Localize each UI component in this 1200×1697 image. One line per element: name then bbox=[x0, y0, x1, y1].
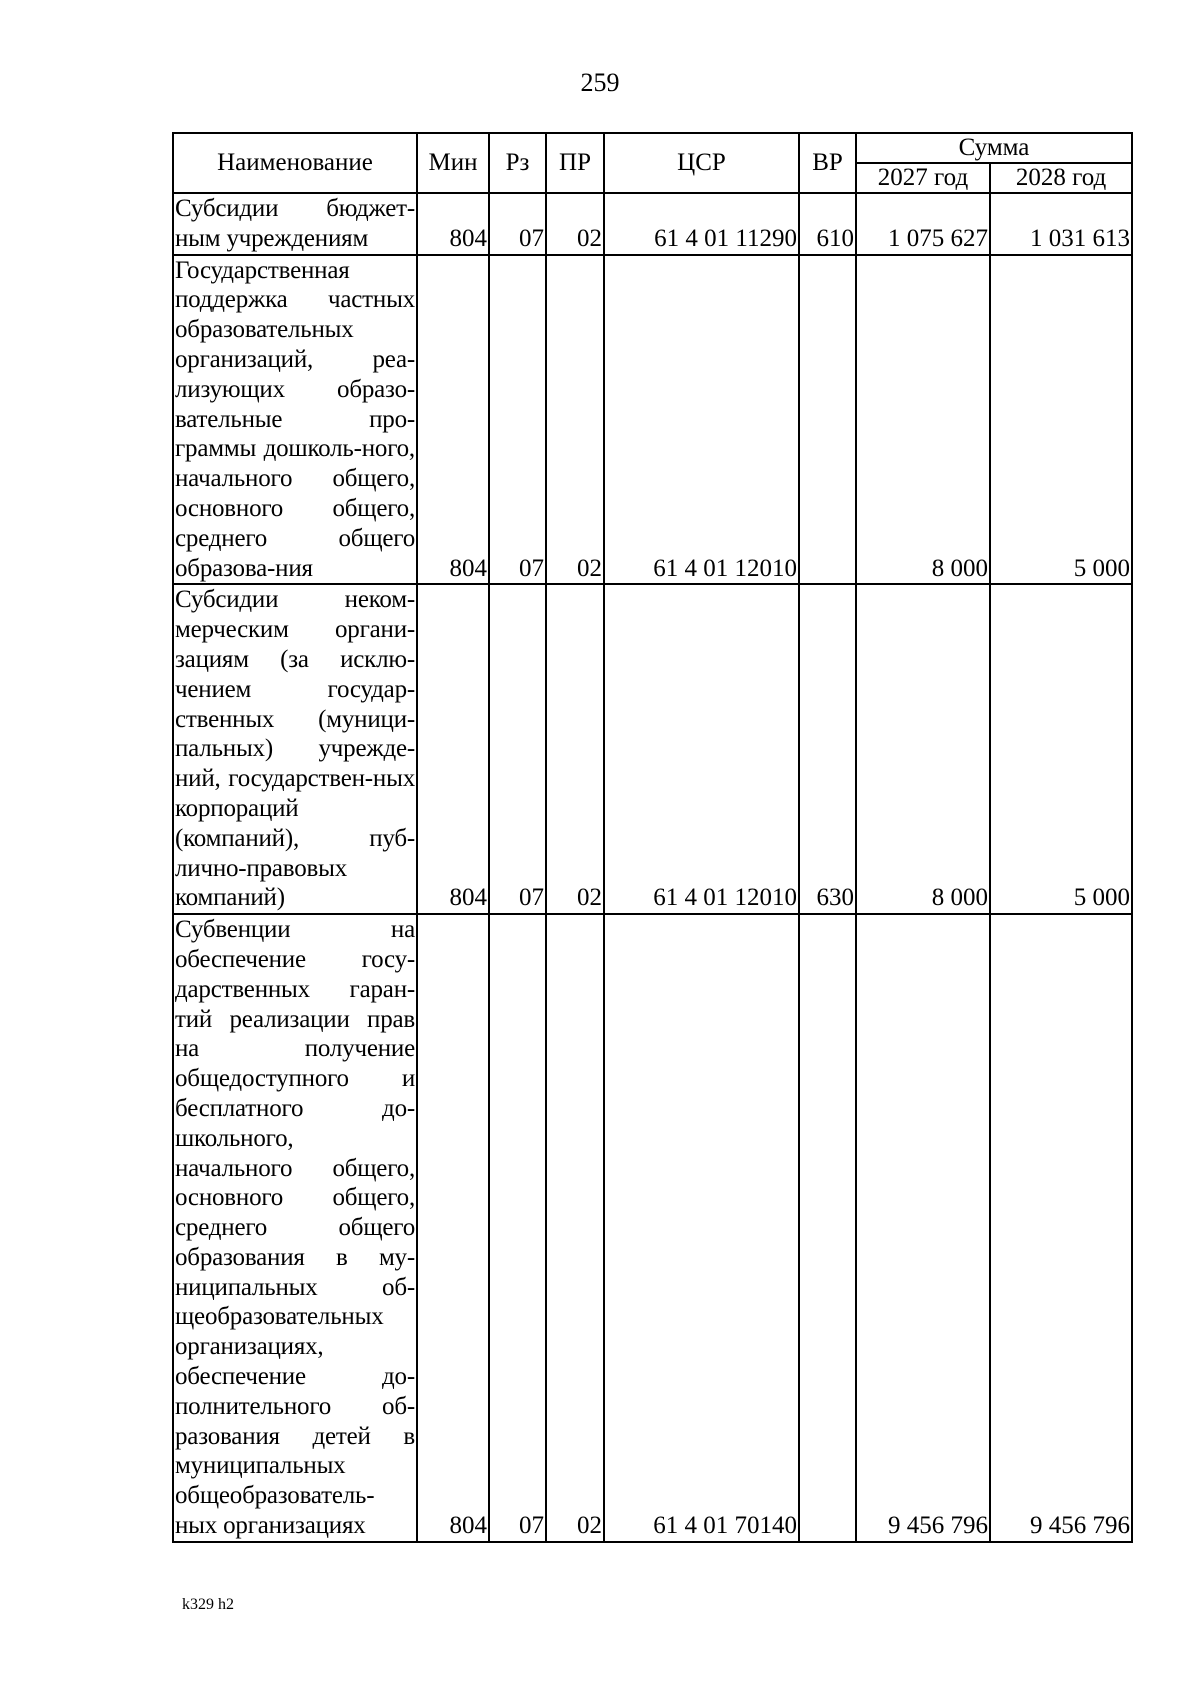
row-rz: 07 bbox=[489, 584, 546, 914]
row-name: Субвенции на обеспечение госу-дарственных гаран-тий реализации прав на получение общедоступного и бесплатного до-школьного, начального общего, основного общего, среднего общего образования в му-ниципальных об-щеобразовательных организациях, обеспечение до-полнительного об-разования детей в муниципальных общеобразователь-ных организациях bbox=[173, 914, 417, 1542]
row-csr: 61 4 01 12010 bbox=[604, 255, 799, 585]
header-vr: ВР bbox=[799, 133, 856, 193]
row-pr: 02 bbox=[546, 584, 604, 914]
row-2028: 5 000 bbox=[990, 255, 1132, 585]
row-pr: 02 bbox=[546, 255, 604, 585]
table-row bbox=[173, 193, 1132, 255]
row-vr bbox=[799, 255, 856, 585]
row-2028: 5 000 bbox=[990, 584, 1132, 914]
row-rz: 07 bbox=[489, 193, 546, 255]
row-min: 804 bbox=[417, 914, 489, 1542]
document-code: k329 h2 bbox=[182, 1596, 234, 1613]
row-name: Субсидии бюджет-ным учреждениям bbox=[173, 193, 417, 255]
table-row bbox=[173, 914, 1132, 1542]
table-row bbox=[173, 584, 1132, 914]
row-vr: 630 bbox=[799, 584, 856, 914]
row-rz: 07 bbox=[489, 914, 546, 1542]
header-min: Мин bbox=[417, 133, 489, 193]
row-min: 804 bbox=[417, 584, 489, 914]
row-pr: 02 bbox=[546, 193, 604, 255]
table-row bbox=[173, 255, 1132, 585]
header-sum: Сумма bbox=[856, 133, 1132, 163]
header-csr: ЦСР bbox=[604, 133, 799, 193]
row-2027: 9 456 796 bbox=[856, 914, 990, 1542]
header-name: Наименование bbox=[173, 133, 417, 193]
header-2027: 2027 год bbox=[856, 163, 990, 193]
row-name: Государственная поддержка частных образовательных организаций, реа-лизующих образо-вательные про-граммы дошколь-ного, начального общего, основного общего, среднего общего образова-ния bbox=[173, 255, 417, 585]
row-rz: 07 bbox=[489, 255, 546, 585]
row-2028: 1 031 613 bbox=[990, 193, 1132, 255]
page-number: 259 bbox=[580, 68, 620, 97]
header-pr: ПР bbox=[546, 133, 604, 193]
row-vr bbox=[799, 914, 856, 1542]
row-csr: 61 4 01 70140 bbox=[604, 914, 799, 1542]
row-min: 804 bbox=[417, 193, 489, 255]
row-min: 804 bbox=[417, 255, 489, 585]
row-2027: 8 000 bbox=[856, 255, 990, 585]
header-rz: Рз bbox=[489, 133, 546, 193]
budget-table bbox=[172, 132, 1133, 1543]
row-2027: 8 000 bbox=[856, 584, 990, 914]
row-pr: 02 bbox=[546, 914, 604, 1542]
row-csr: 61 4 01 11290 bbox=[604, 193, 799, 255]
row-2028: 9 456 796 bbox=[990, 914, 1132, 1542]
row-csr: 61 4 01 12010 bbox=[604, 584, 799, 914]
row-name: Субсидии неком-мерческим органи-зациям (за исклю-чением государ-ственных (муници-пальных) учрежде-ний, государствен-ных корпораций (компаний), пуб-лично-правовых компаний) bbox=[173, 584, 417, 914]
row-vr: 610 bbox=[799, 193, 856, 255]
row-2027: 1 075 627 bbox=[856, 193, 990, 255]
header-2028: 2028 год bbox=[990, 163, 1132, 193]
